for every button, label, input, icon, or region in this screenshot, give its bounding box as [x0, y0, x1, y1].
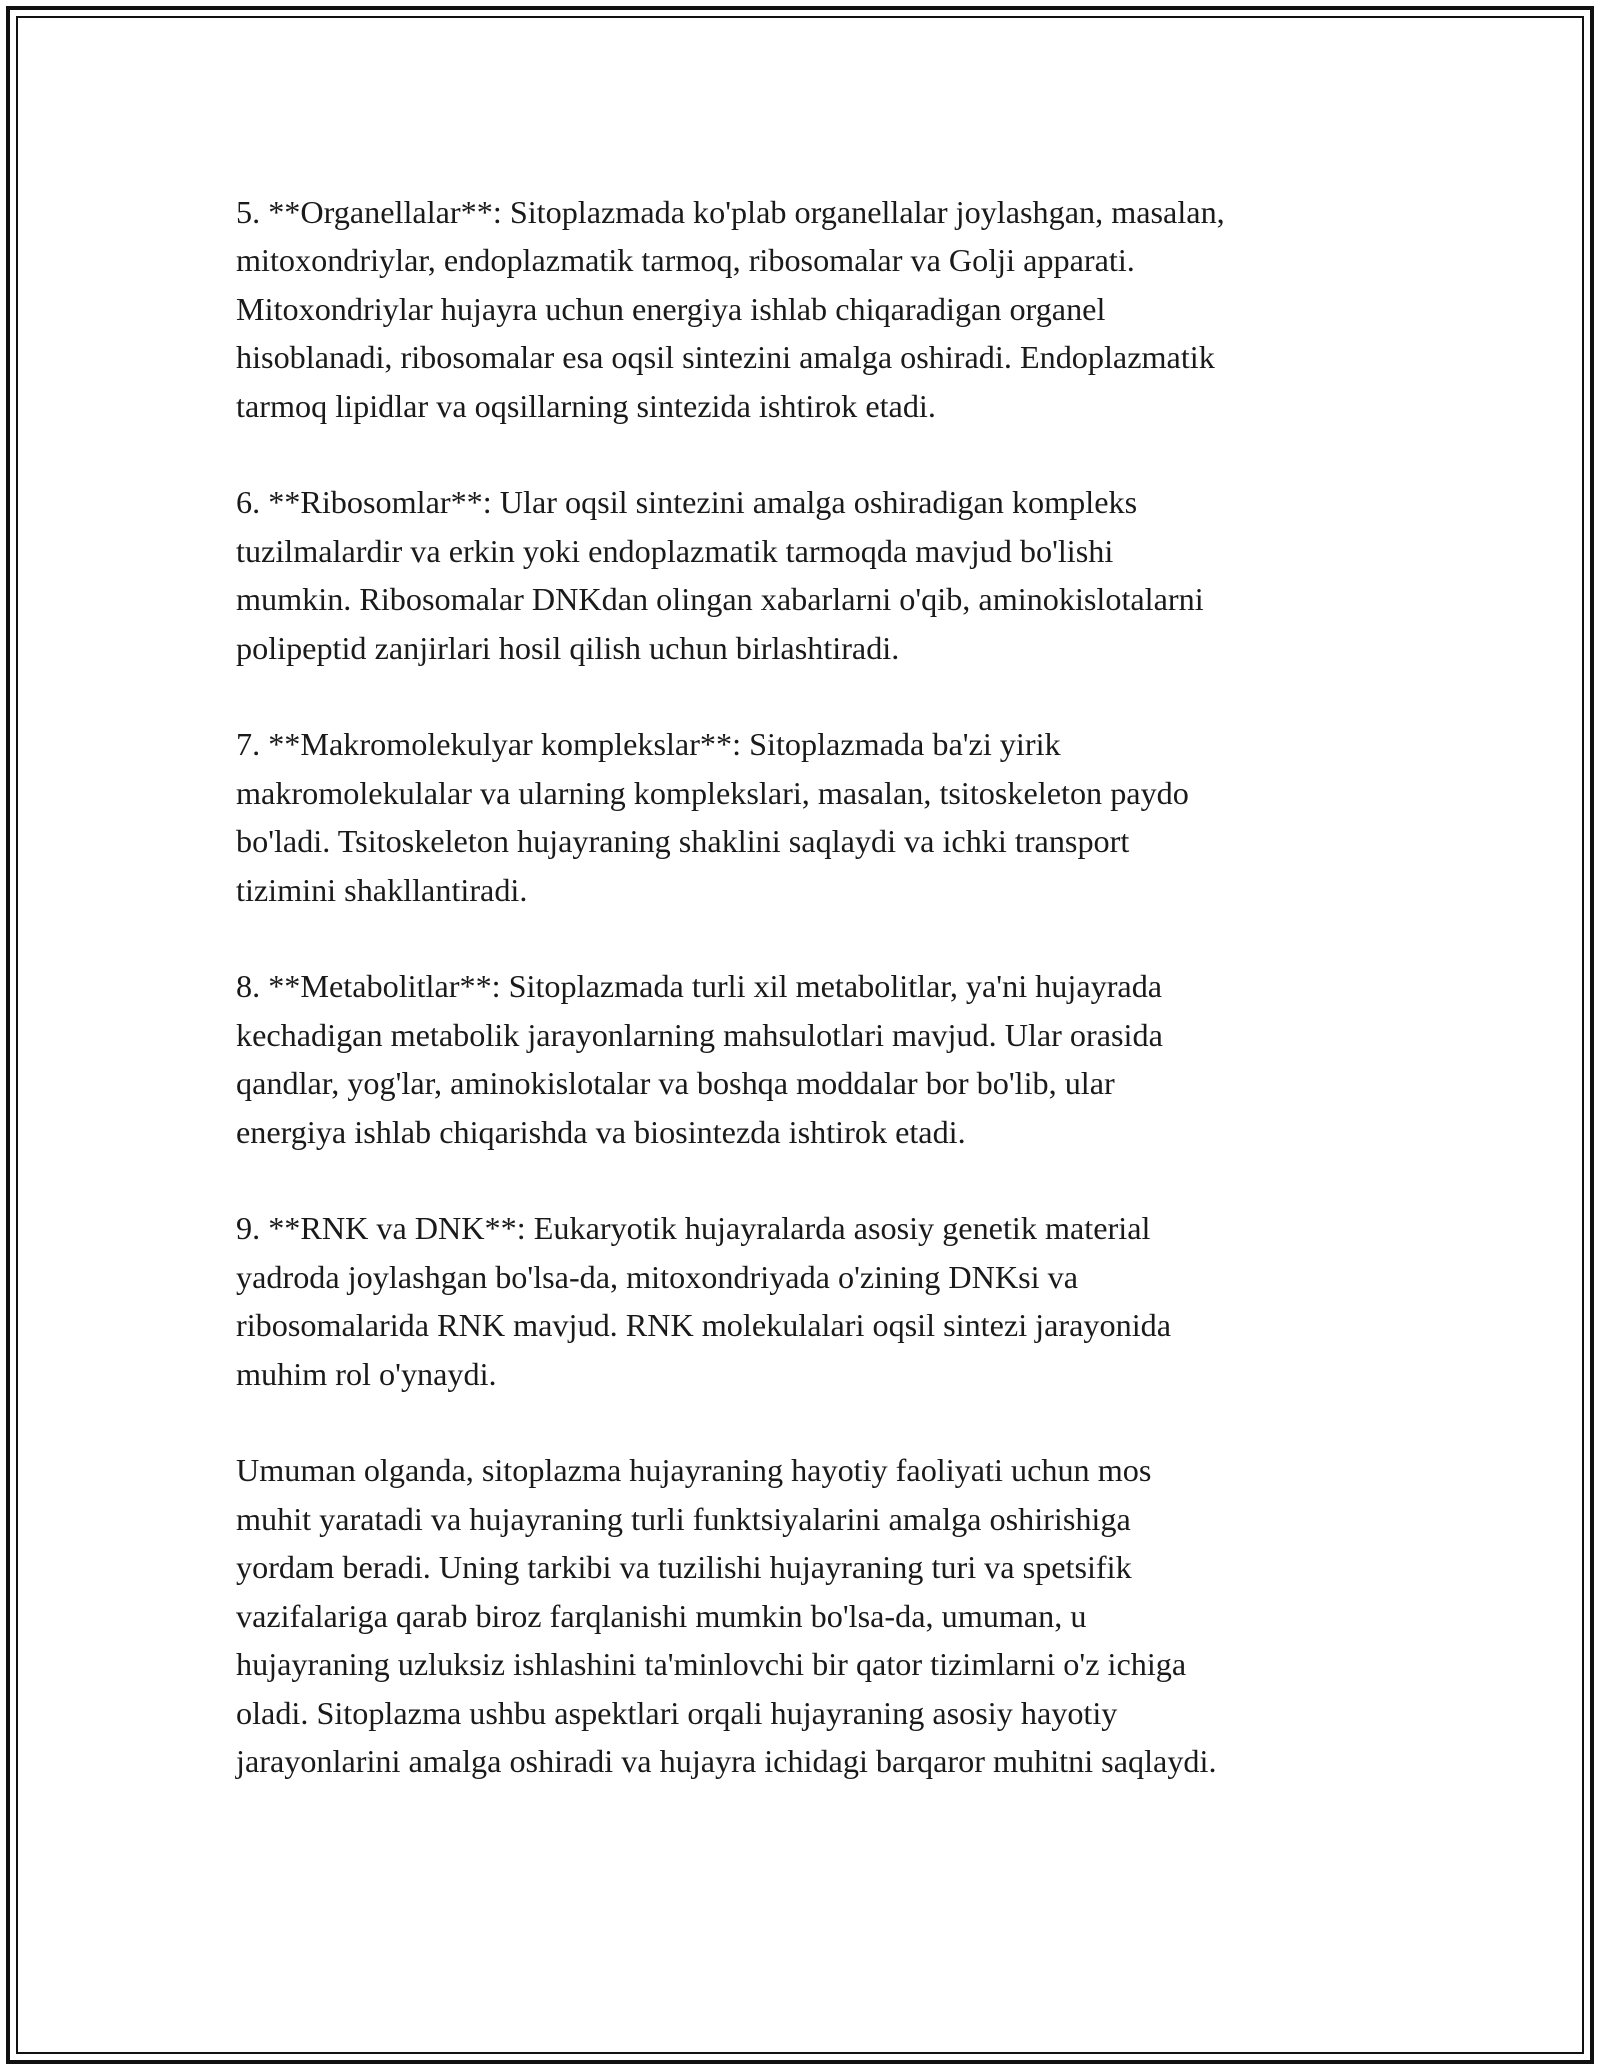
paragraph-rnk-dnk — [236, 1204, 1376, 1398]
text-line: hujayraning uzluksiz ishlashini ta'minlovchi bir qator tizimlarni o'z ichiga — [236, 1646, 1187, 1683]
text-line: makromolekulalar va ularning komplekslari, masalan, tsitoskeleton paydo — [236, 774, 1189, 811]
text-line: 9. **RNK va DNK**: Eukaryotik hujayralarda asosiy genetik material — [236, 1210, 1151, 1247]
text-line: jarayonlarini amalga oshiradi va hujayra ichidagi barqaror muhitni saqlaydi. — [236, 1742, 1217, 1779]
text-line: oladi. Sitoplazma ushbu aspektlari orqali hujayraning asosiy hayotiy — [236, 1694, 1118, 1731]
text-line: ribosomalarida RNK mavjud. RNK molekulalari oqsil sintezi jarayonida — [236, 1307, 1172, 1344]
paragraph-makromolekulyar — [236, 720, 1376, 914]
text-line: vazifalariga qarab biroz farqlanishi mumkin bo'lsa-da, umuman, u — [236, 1597, 1087, 1634]
text-line: mitoxondriylar, endoplazmatik tarmoq, ribosomalar va Golji apparati. — [236, 242, 1135, 279]
paragraph-metabolitlar — [236, 962, 1376, 1156]
text-line: energiya ishlab chiqarishda va biosintezda ishtirok etadi. — [236, 1113, 966, 1150]
text-line: muhim rol o'ynaydi. — [236, 1355, 497, 1392]
text-line: 6. **Ribosomlar**: Ular oqsil sintezini amalga oshiradigan kompleks — [236, 484, 1138, 521]
text-line: 7. **Makromolekulyar komplekslar**: Sitoplazmada ba'zi yirik — [236, 726, 1061, 763]
text-line: 5. **Organellalar**: Sitoplazmada ko'plab organellalar joylashgan, masalan, — [236, 194, 1225, 230]
text-line: yordam beradi. Uning tarkibi va tuzilishi hujayraning turi va spetsifik — [236, 1549, 1132, 1586]
text-line: yadroda joylashgan bo'lsa-da, mitoxondriyada o'zining DNKsi va — [236, 1258, 1079, 1295]
text-line: muhit yaratadi va hujayraning turli funktsiyalarini amalga oshirishiga — [236, 1500, 1131, 1537]
paragraph-ribosomlar — [236, 478, 1376, 672]
text-line: polipeptid zanjirlari hosil qilish uchun birlashtiradi. — [236, 629, 900, 666]
text-line: tuzilmalardir va erkin yoki endoplazmatik tarmoqda mavjud bo'lishi — [236, 532, 1114, 569]
text-line: 8. **Metabolitlar**: Sitoplazmada turli xil metabolitlar, ya'ni hujayrada — [236, 968, 1163, 1005]
text-line: qandlar, yog'lar, aminokislotalar va boshqa moddalar bor bo'lib, ular — [236, 1065, 1115, 1102]
text-line: bo'ladi. Tsitoskeleton hujayraning shaklini saqlaydi va ichki transport — [236, 823, 1130, 860]
text-line: tarmoq lipidlar va oqsillarning sintezida ishtirok etadi. — [236, 387, 936, 424]
document-body — [236, 188, 1376, 1834]
text-line: kechadigan metabolik jarayonlarning mahsulotlari mavjud. Ular orasida — [236, 1016, 1163, 1053]
text-line: Mitoxondriylar hujayra uchun energiya ishlab chiqaradigan organel — [236, 290, 1106, 327]
paragraph-organellalar — [236, 188, 1376, 430]
paragraph-summary — [236, 1446, 1376, 1785]
text-line: hisoblanadi, ribosomalar esa oqsil sintezini amalga oshiradi. Endoplazmatik — [236, 339, 1215, 376]
text-line: Umuman olganda, sitoplazma hujayraning hayotiy faoliyati uchun mos — [236, 1452, 1152, 1489]
text-line: mumkin. Ribosomalar DNKdan olingan xabarlarni o'qib, aminokislotalarni — [236, 581, 1204, 618]
text-line: tizimini shakllantiradi. — [236, 871, 528, 908]
